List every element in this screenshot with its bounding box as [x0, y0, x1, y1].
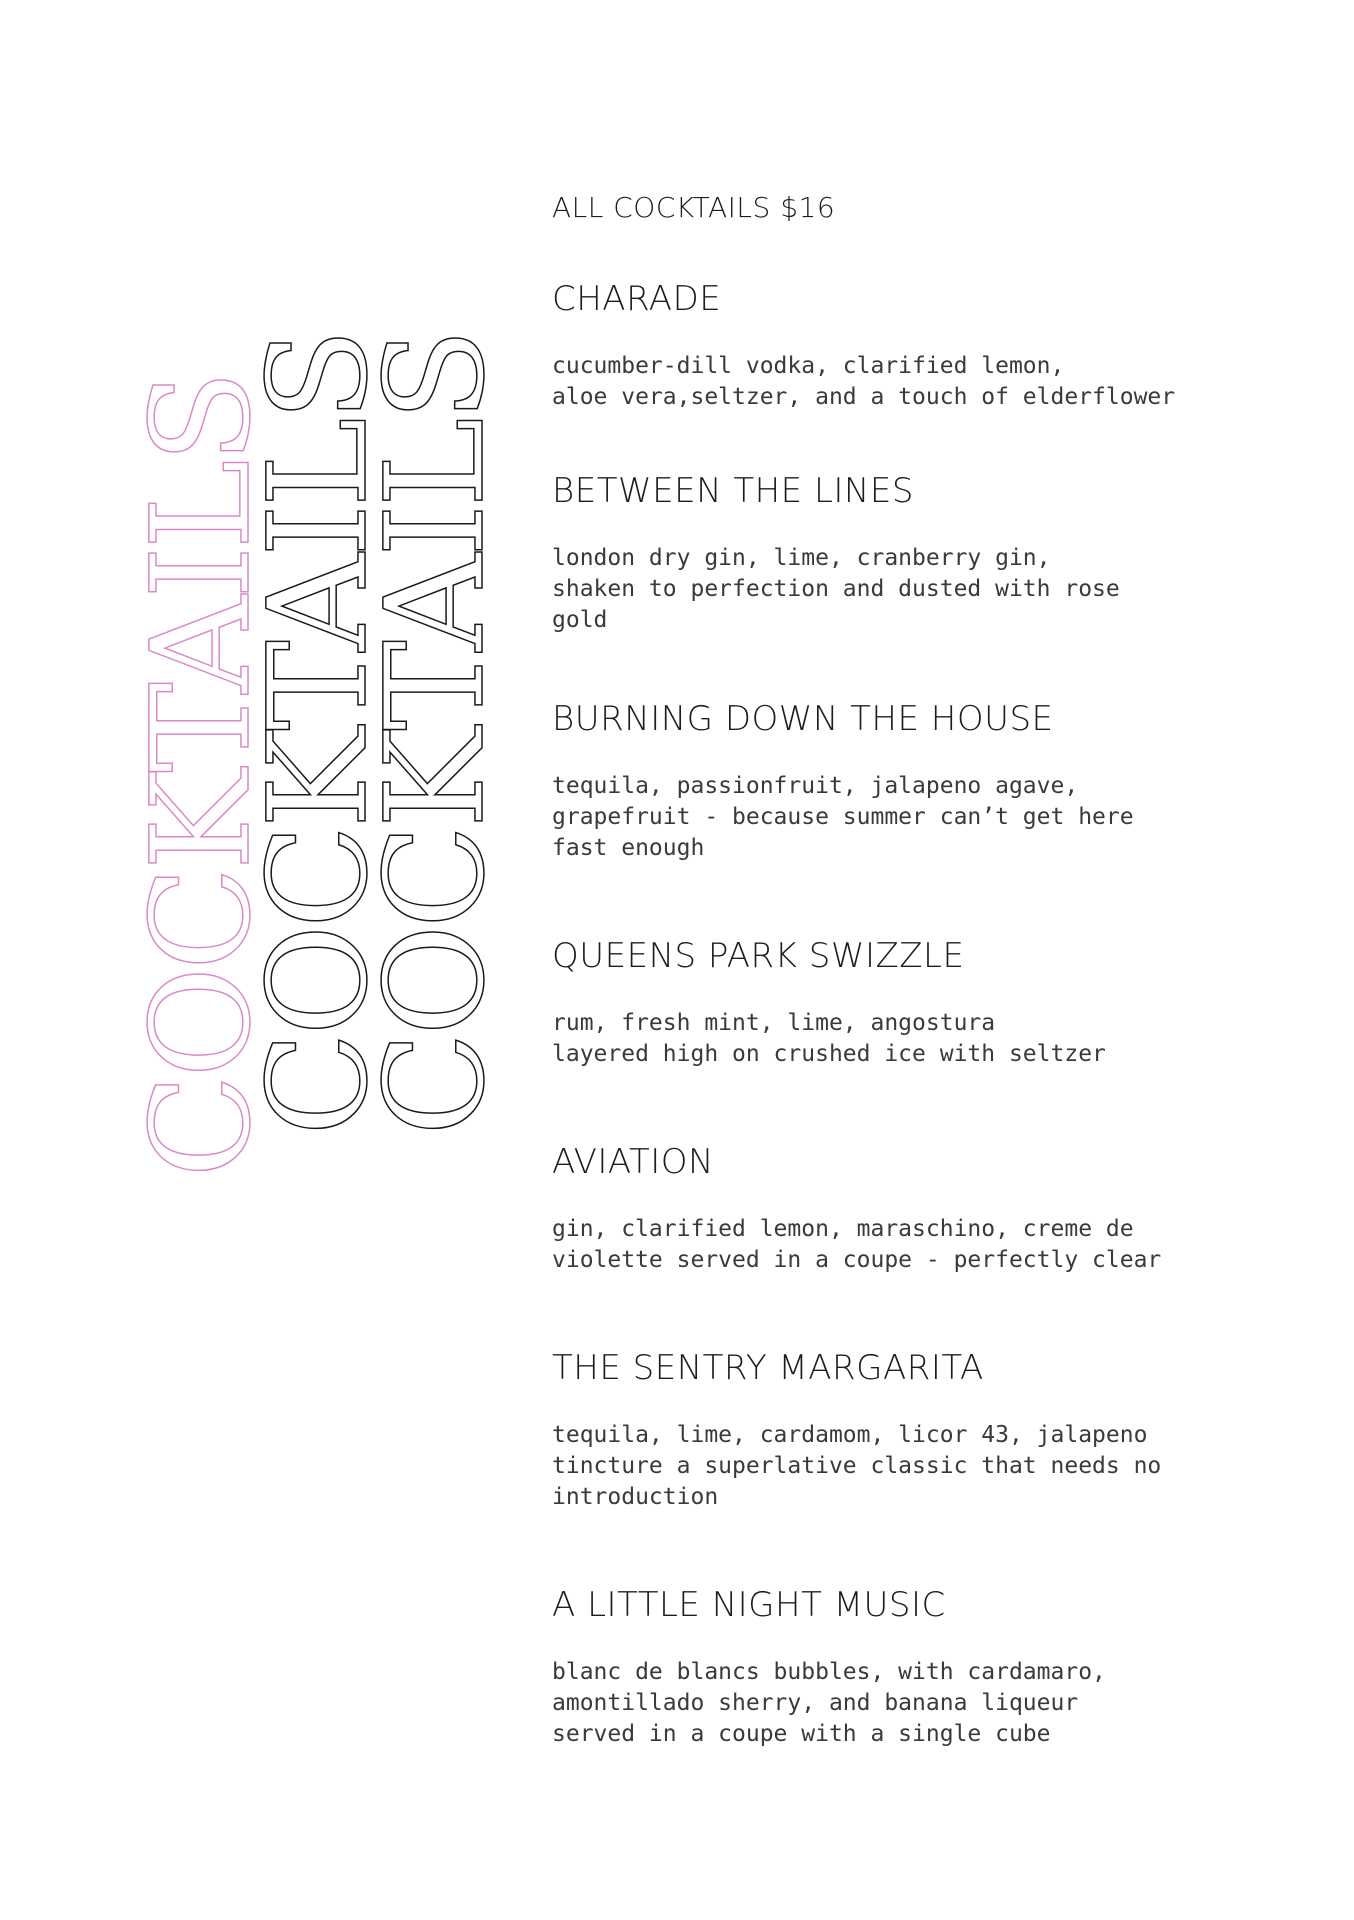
- menu-item-a-little-night-music: [552, 1583, 1292, 1750]
- item-description: cucumber-dill vodka, clarified lemon, aloe vera,seltzer, and a touch of elderflower: [552, 353, 1176, 410]
- item-description: tequila, passionfruit, jalapeno agave, grapefruit - because summer can’t get here fast enough: [552, 773, 1134, 861]
- item-name: QUEENS PARK SWIZZLE: [552, 936, 965, 976]
- item-description: gin, clarified lemon, maraschino, creme de violette served in a coupe - perfectly clear: [552, 1216, 1162, 1273]
- side-title-black-2: COCKTAILS: [357, 332, 515, 1136]
- price-note: ALL COCKTAILS $16: [552, 191, 836, 224]
- item-description: tequila, lime, cardamom, licor 43, jalapeno tincture a superlative classic that needs no introduction: [552, 1422, 1162, 1510]
- item-name: BETWEEN THE LINES: [552, 471, 914, 511]
- menu-item-aviation: [552, 1140, 1292, 1276]
- cocktail-menu: [552, 185, 1292, 1747]
- menu-item-charade: [552, 277, 1292, 413]
- item-name: BURNING DOWN THE HOUSE: [552, 699, 1054, 739]
- item-name: AVIATION: [552, 1142, 714, 1182]
- side-title-black-1: COCKTAILS: [240, 332, 398, 1136]
- item-name: THE SENTRY MARGARITA: [552, 1348, 984, 1388]
- menu-item-between-the-lines: [552, 469, 1292, 636]
- menu-item-queens-park-swizzle: [552, 934, 1292, 1070]
- menu-item-burning-down-the-house: [552, 697, 1292, 864]
- item-name: CHARADE: [552, 279, 722, 319]
- item-description: london dry gin, lime, cranberry gin, shaken to perfection and dusted with rose gold: [552, 545, 1120, 633]
- item-name: A LITTLE NIGHT MUSIC: [552, 1585, 946, 1625]
- item-description: blanc de blancs bubbles, with cardamaro, amontillado sherry, and banana liqueur served in a coupe with a single cube: [552, 1659, 1106, 1747]
- item-description: rum, fresh mint, lime, angostura layered high on crushed ice with seltzer: [552, 1010, 1106, 1067]
- menu-item-the-sentry-margarita: [552, 1346, 1292, 1513]
- side-title-pink: COCKTAILS: [123, 374, 281, 1178]
